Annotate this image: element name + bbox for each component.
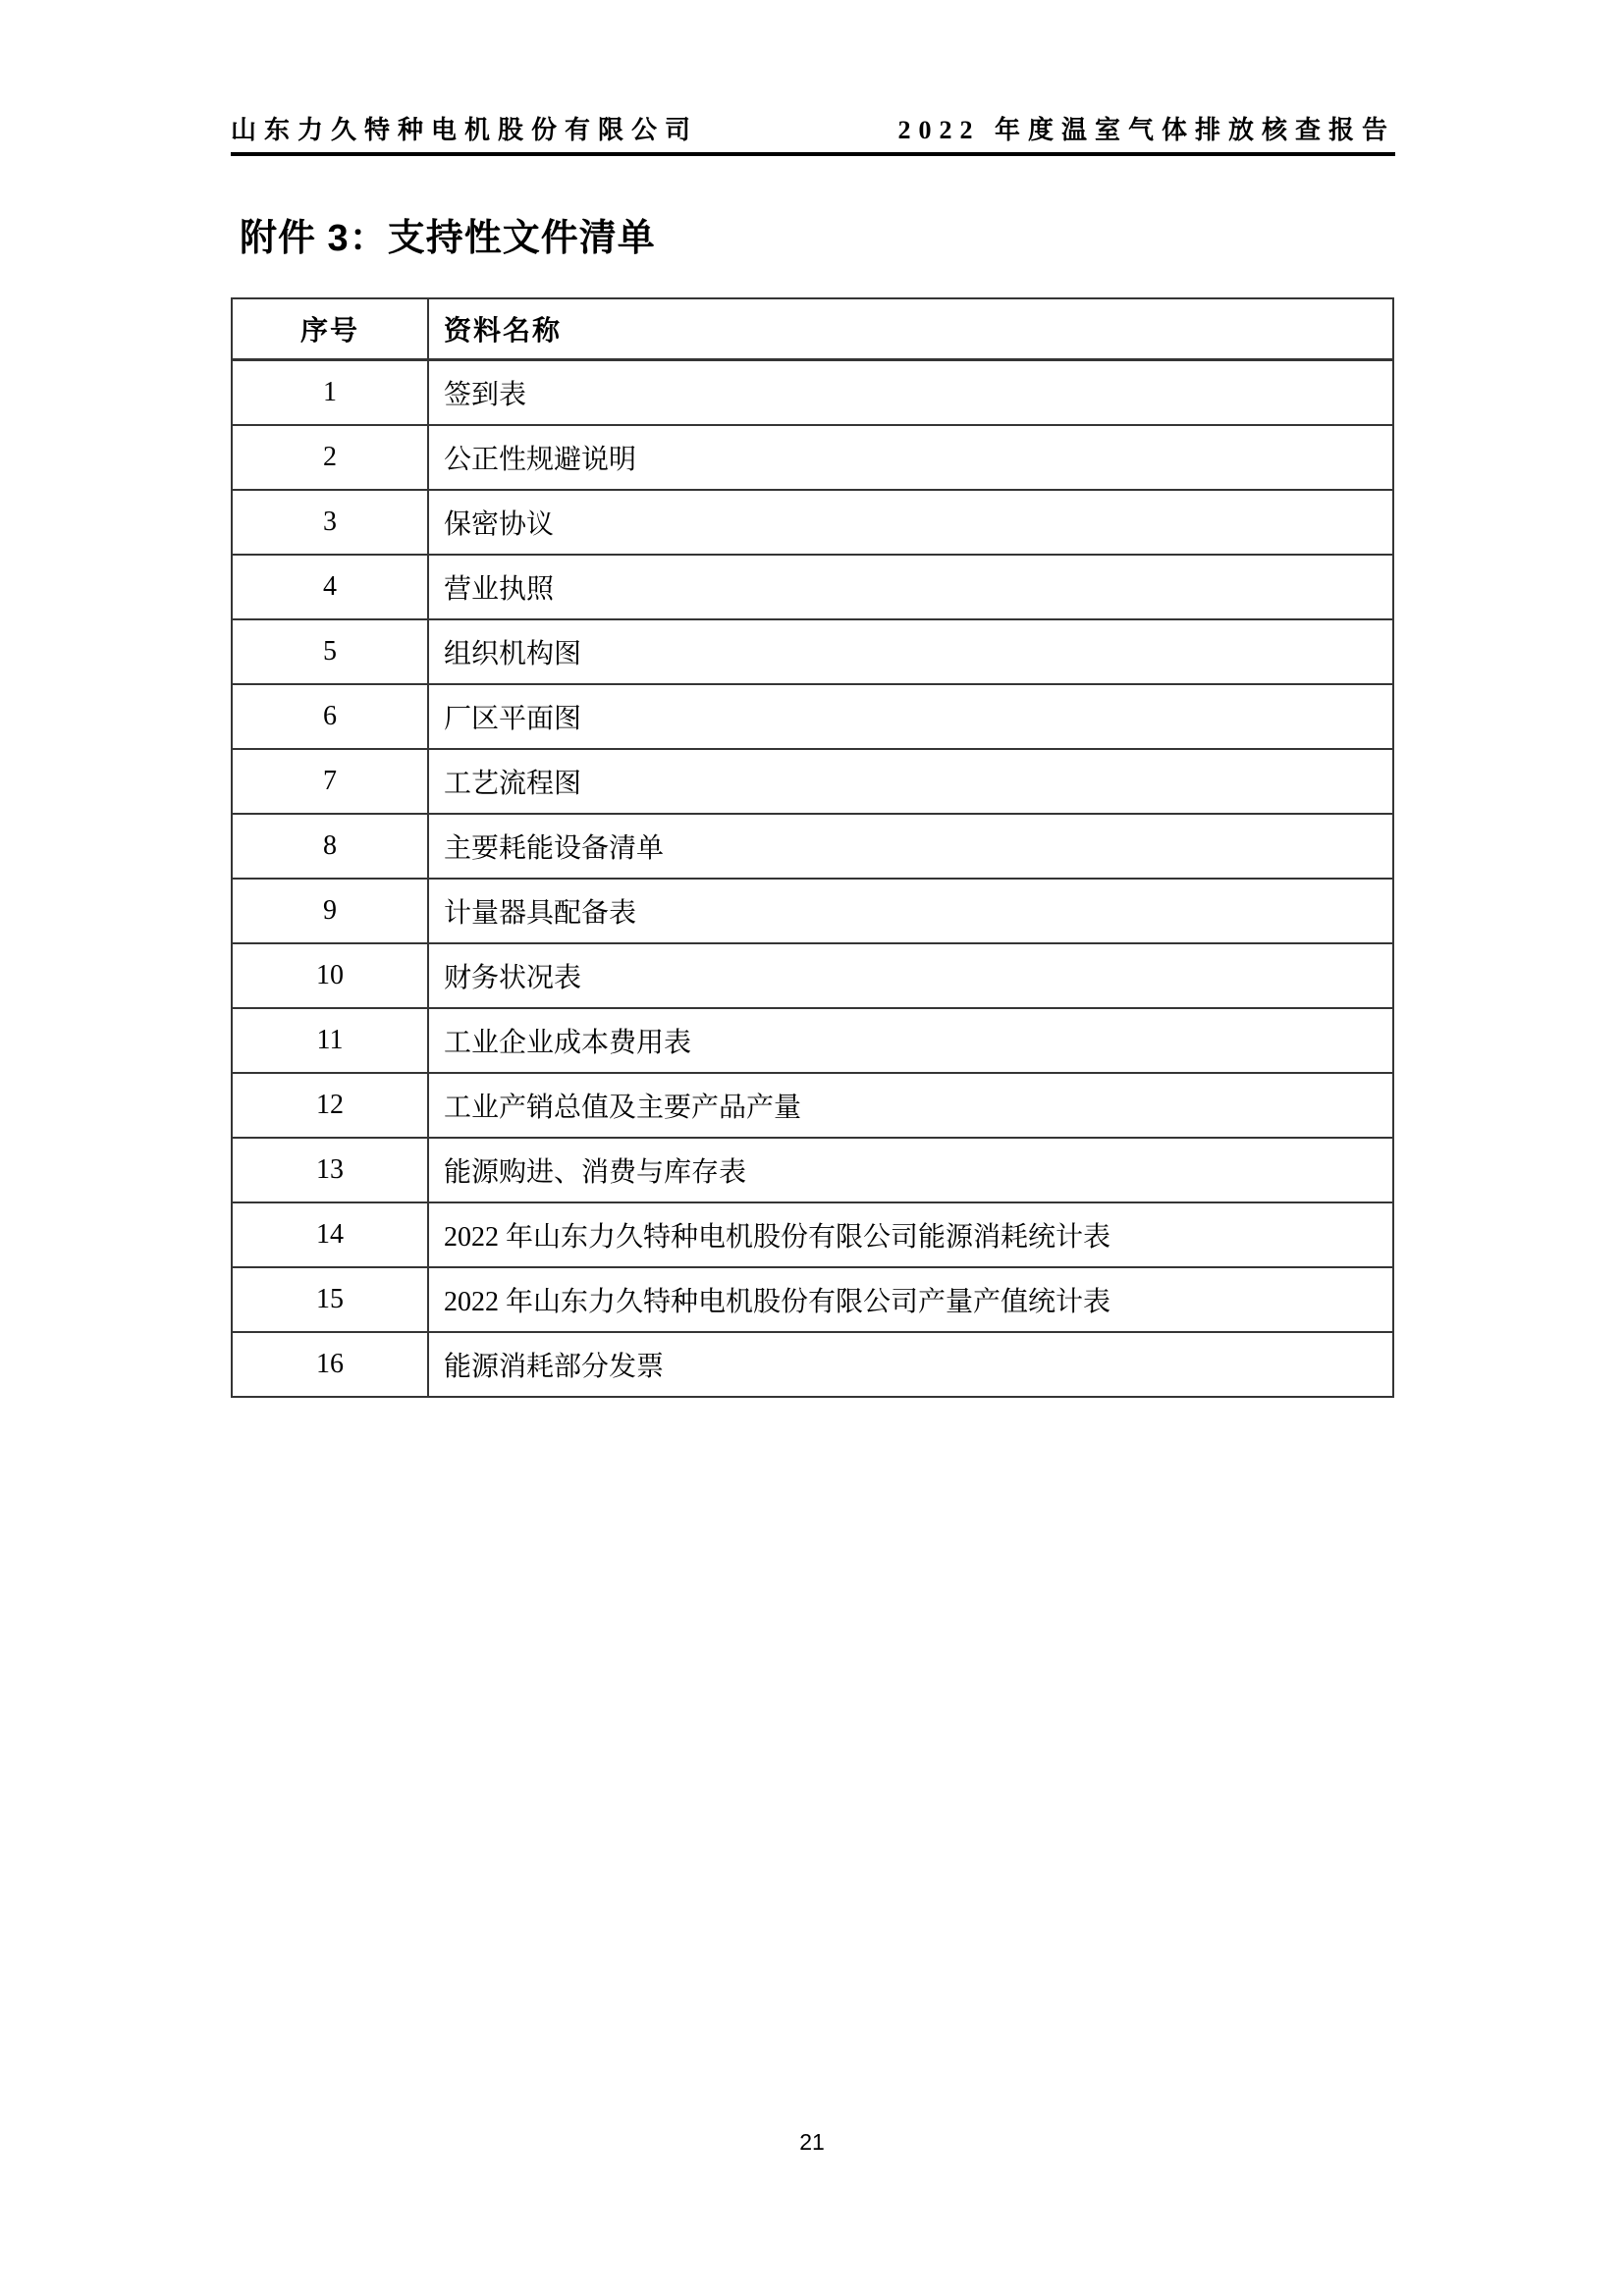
- row-name-cell: 能源消耗部分发票: [428, 1332, 1393, 1397]
- table-row: [232, 879, 1393, 943]
- documents-table-body: [232, 360, 1393, 1398]
- table-row: [232, 684, 1393, 749]
- row-number-cell: 10: [232, 943, 428, 1008]
- row-number-cell: 13: [232, 1138, 428, 1202]
- header-company-name: 山东力久特种电机股份有限公司: [231, 116, 699, 144]
- row-name-cell: 工艺流程图: [428, 749, 1393, 814]
- table-row: [232, 1267, 1393, 1332]
- row-number-cell: 14: [232, 1202, 428, 1267]
- row-number-cell: 7: [232, 749, 428, 814]
- running-header: [231, 116, 1395, 156]
- row-number-cell: 2: [232, 425, 428, 490]
- table-row: [232, 1138, 1393, 1202]
- row-number-cell: 3: [232, 490, 428, 555]
- row-name-cell: 能源购进、消费与库存表: [428, 1138, 1393, 1202]
- table-row: [232, 943, 1393, 1008]
- row-name-cell: 厂区平面图: [428, 684, 1393, 749]
- table-row: [232, 1008, 1393, 1073]
- table-row: [232, 1332, 1393, 1397]
- table-row: [232, 425, 1393, 490]
- row-name-cell: 保密协议: [428, 490, 1393, 555]
- row-number-cell: 12: [232, 1073, 428, 1138]
- attachment-title: 附件 3：支持性文件清单: [240, 218, 656, 259]
- row-number-cell: 5: [232, 619, 428, 684]
- table-row: [232, 814, 1393, 879]
- row-number-cell: 4: [232, 555, 428, 619]
- row-number-cell: 11: [232, 1008, 428, 1073]
- row-name-cell: 工业产销总值及主要产品产量: [428, 1073, 1393, 1138]
- row-name-cell: 计量器具配备表: [428, 879, 1393, 943]
- row-name-cell: 签到表: [428, 360, 1393, 426]
- table-header: [232, 298, 1393, 360]
- table-row: [232, 490, 1393, 555]
- row-name-cell: 主要耗能设备清单: [428, 814, 1393, 879]
- table-row: [232, 555, 1393, 619]
- row-name-cell: 财务状况表: [428, 943, 1393, 1008]
- table-row: [232, 1073, 1393, 1138]
- row-number-cell: 8: [232, 814, 428, 879]
- row-number-cell: 9: [232, 879, 428, 943]
- table-row: [232, 619, 1393, 684]
- table-row: [232, 1202, 1393, 1267]
- page-number: 21: [799, 2129, 825, 2155]
- row-name-cell: 营业执照: [428, 555, 1393, 619]
- supporting-documents-table: [231, 297, 1394, 1398]
- row-number-cell: 1: [232, 360, 428, 426]
- table-row: [232, 749, 1393, 814]
- row-number-cell: 6: [232, 684, 428, 749]
- header-report-title: 2022 年度温室气体排放核查报告: [897, 116, 1395, 144]
- row-number-cell: 15: [232, 1267, 428, 1332]
- table-header-row: [232, 298, 1393, 360]
- table-row: [232, 360, 1393, 426]
- row-number-cell: 16: [232, 1332, 428, 1397]
- row-name-cell: 2022 年山东力久特种电机股份有限公司产量产值统计表: [428, 1267, 1393, 1332]
- column-header-number: 序号: [232, 298, 428, 360]
- row-name-cell: 工业企业成本费用表: [428, 1008, 1393, 1073]
- row-name-cell: 组织机构图: [428, 619, 1393, 684]
- column-header-name: 资料名称: [428, 298, 1393, 360]
- row-name-cell: 公正性规避说明: [428, 425, 1393, 490]
- row-name-cell: 2022 年山东力久特种电机股份有限公司能源消耗统计表: [428, 1202, 1393, 1267]
